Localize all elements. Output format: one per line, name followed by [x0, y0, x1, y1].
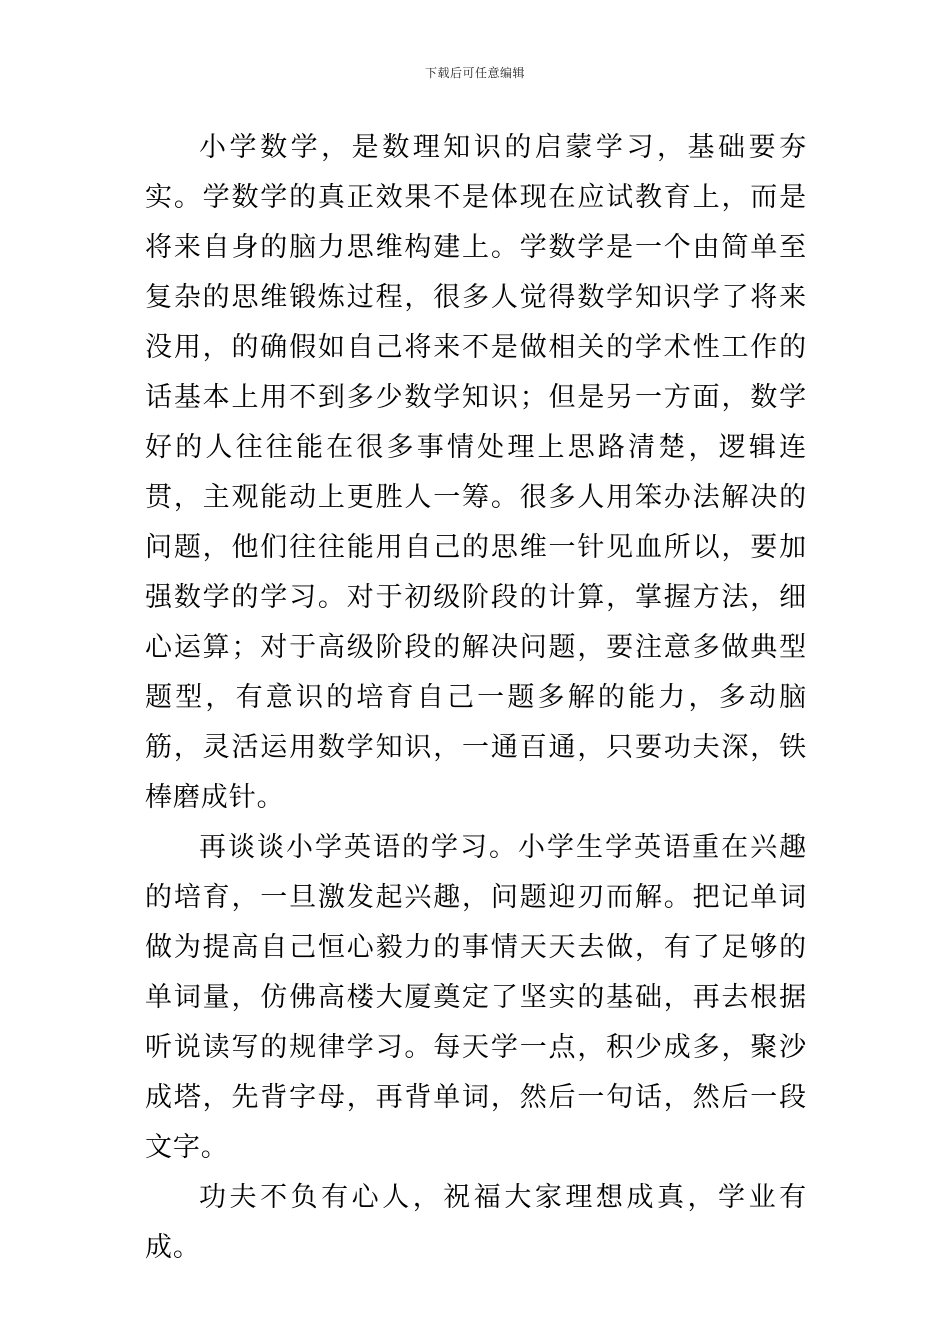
paragraph-english: 再谈谈小学英语的学习。小学生学英语重在兴趣的培育，一旦激发起兴趣，问题迎刃而解。把记单词做为提高自己恒心毅力的事情天天去做，有了足够的单词量，仿佛高楼大厦奠定了坚实的基础，再去根据听说读写的规律学习。每天学一点，积少成多，聚沙成塔，先背字母，再背单词，然后一句话，然后一段文字。 [145, 832, 807, 1163]
header-note: 下载后可任意编辑 [424, 66, 525, 80]
paragraph-math: 小学数学，是数理知识的启蒙学习，基础要夯实。学数学的真正效果不是体现在应试教育上，而是将来自身的脑力思维构建上。学数学是一个由简单至复杂的思维锻炼过程，很多人觉得数学知识学了将来没用，的确假如自己将来不是做相关的学术性工作的话基本上用不到多少数学知识；但是另一方面，数学好的人往往能在很多事情处理上思路清楚，逻辑连贯，主观能动上更胜人一筹。很多人用笨办法解决的问题，他们往往能用自己的思维一针见血所以，要加强数学的学习。对于初级阶段的计算，掌握方法，细心运算；对于高级阶段的解决问题，要注意多做典型题型，有意识的培育自己一题多解的能力，多动脑筋，灵活运用数学知识，一通百通，只要功夫深，铁棒磨成针。 [145, 132, 807, 813]
document-body [145, 123, 807, 1273]
paragraph-closing: 功夫不负有心人，祝福大家理想成真，学业有成。 [145, 1182, 807, 1263]
